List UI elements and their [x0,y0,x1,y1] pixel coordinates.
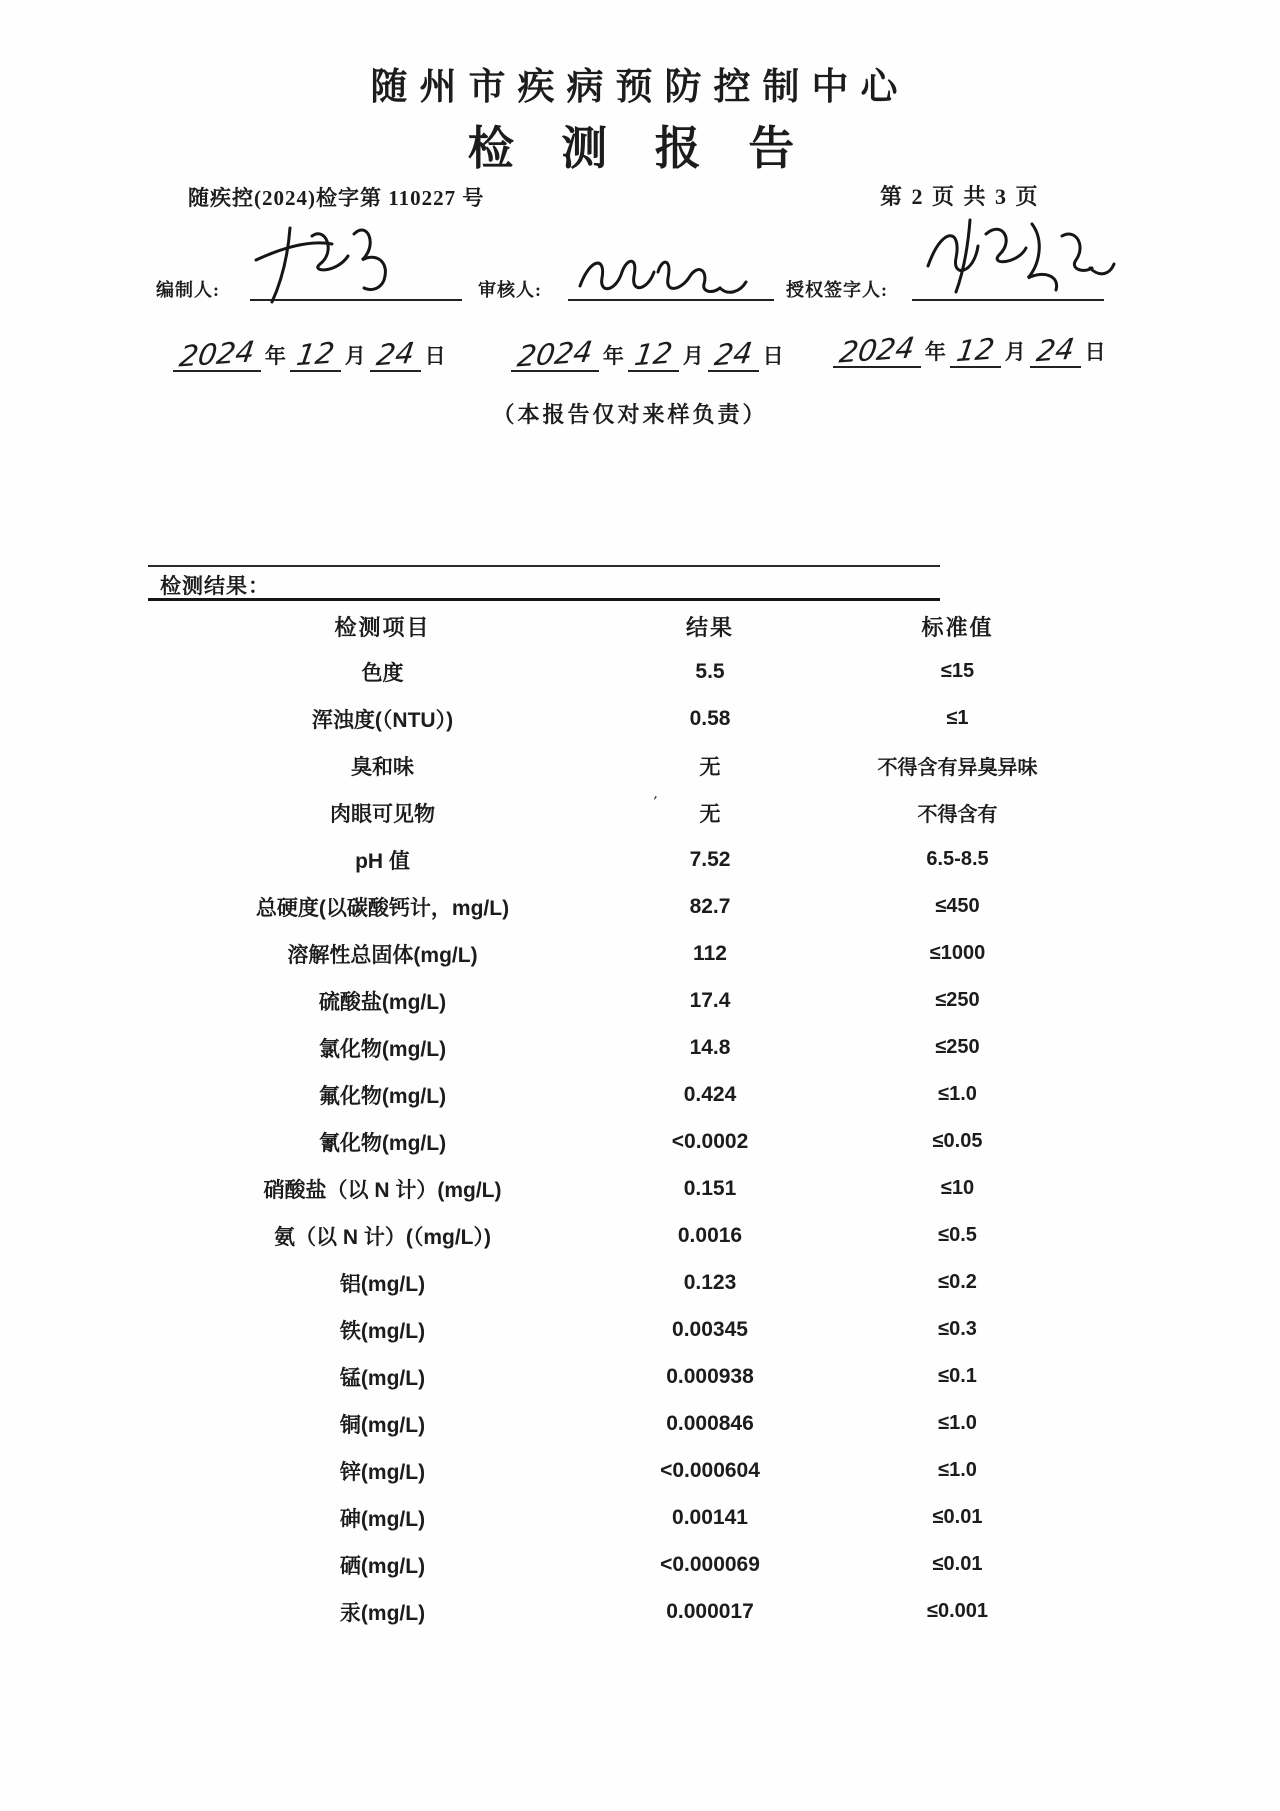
table-row [155,1306,1105,1353]
result-value: 112 [693,941,727,965]
preparer-signature-icon [248,208,418,304]
result-value: 5.5 [695,659,725,683]
result-value: 0.00141 [672,1505,748,1529]
reviewer-date: 2024 年 12 月 24 日 [510,340,787,372]
result-value: 0.000846 [666,1411,754,1435]
report-title: 检 测 报 告 [467,123,813,174]
authorizer-date-day: 24 [1030,336,1081,368]
result-item: 硝酸盐（以 N 计）(mg/L) [263,1178,502,1202]
table-row [155,1400,1105,1447]
result-item: 肉眼可见物 [330,802,435,826]
table-row [155,836,1105,883]
result-standard: ≤1.0 [938,1412,977,1434]
result-standard: ≤10 [940,1177,975,1199]
table-row [155,1259,1105,1306]
preparer-date: 2024 年 12 月 24 日 [172,340,449,372]
table-row [155,1165,1105,1212]
table-row [155,1071,1105,1118]
reviewer-date-year: 2024 [511,340,599,372]
divider-bottom [148,598,940,601]
results-table [155,604,1105,1635]
table-row [155,648,1105,695]
result-value: 0.0016 [677,1223,743,1247]
result-value: 7.52 [689,847,731,871]
reviewer-label: 审核人: [478,280,542,300]
preparer-label: 编制人: [156,280,220,300]
result-item: 锌(mg/L) [339,1460,426,1484]
column-header-item: 检测项目 [334,614,431,640]
table-row [155,1353,1105,1400]
table-row [155,1541,1105,1588]
document-number: 随疾控(2024)检字第 110227 号 [188,186,485,210]
result-standard: 不得含有异臭异味 [877,757,1038,779]
result-standard: ≤15 [940,660,975,682]
result-value: <0.000604 [660,1458,760,1482]
table-row [155,883,1105,930]
result-standard: ≤450 [935,895,980,917]
sample-responsibility-note: （本报告仅对来样负责） [492,402,768,427]
table-row [155,1024,1105,1071]
table-row [155,1212,1105,1259]
result-value: 82.7 [689,894,731,918]
table-row [155,977,1105,1024]
result-item: 臭和味 [351,755,414,779]
organization-title: 随州市疾病预防控制中心 [370,67,910,108]
table-header-row [155,604,1105,648]
preparer-date-year: 2024 [173,340,261,372]
result-standard: ≤1.0 [938,1083,977,1105]
result-value: 0.151 [683,1176,737,1200]
result-item: 氯化物(mg/L) [318,1037,447,1061]
result-item: 浑浊度(（NTU）) [311,708,454,732]
result-standard: ≤0.001 [926,1600,989,1622]
result-item: 硫酸盐(mg/L) [318,990,447,1014]
result-value: <0.0002 [671,1129,749,1153]
authorizer-date: 2024 年 12 月 24 日 [832,336,1109,368]
result-standard: ≤0.2 [938,1271,977,1293]
result-standard: 不得含有 [917,804,998,826]
result-item: 铁(mg/L) [339,1319,426,1343]
result-standard: ≤1000 [929,942,986,964]
result-item: pH 值 [355,849,410,873]
result-standard: ≤0.01 [932,1506,983,1528]
column-header-result: 结果 [685,614,734,640]
result-item: 铜(mg/L) [339,1413,426,1437]
table-row [155,1447,1105,1494]
table-row [155,742,1105,789]
result-standard: ≤0.1 [938,1365,977,1387]
result-standard: ≤0.01 [932,1553,983,1575]
results-section-label: 检测结果： [160,575,270,598]
result-item: 总硬度(以碳酸钙计，mg/L) [255,896,510,920]
page-indicator: 第 2 页 共 3 页 [880,184,1040,209]
result-standard: 6.5-8.5 [926,848,989,870]
result-item: 锰(mg/L) [339,1366,426,1390]
authorizer-label: 授权签字人: [786,280,888,300]
result-value: 0.000938 [666,1364,754,1388]
result-value: 0.123 [683,1270,737,1294]
result-standard: ≤250 [935,1036,980,1058]
result-standard: ≤1.0 [938,1459,977,1481]
result-value: 无 [699,755,721,779]
result-value: 14.8 [689,1035,731,1059]
result-item: 汞(mg/L) [339,1601,426,1625]
scan-speck: ’ [650,792,659,812]
column-header-standard: 标准值 [921,614,994,640]
result-item: 砷(mg/L) [339,1507,426,1531]
result-item: 氟化物(mg/L) [318,1084,447,1108]
authorizer-date-year: 2024 [833,336,921,368]
result-value: 0.58 [689,706,731,730]
result-item: 氰化物(mg/L) [318,1131,447,1155]
result-standard: ≤0.5 [938,1224,977,1246]
reviewer-signature-icon [570,232,760,302]
reviewer-date-day: 24 [708,340,759,372]
authorizer-signature-icon [920,204,1120,302]
result-standard: ≤1 [946,707,969,729]
result-standard: ≤0.3 [938,1318,977,1340]
table-row [155,695,1105,742]
table-row [155,1494,1105,1541]
result-standard: ≤0.05 [932,1130,983,1152]
reviewer-date-month: 12 [628,340,679,372]
table-row [155,1588,1105,1635]
result-item: 色度 [361,661,404,685]
result-value: 0.00345 [672,1317,748,1341]
result-item: 溶解性总固体(mg/L) [287,943,478,967]
result-value: 0.000017 [666,1599,754,1623]
preparer-date-day: 24 [370,340,421,372]
result-item: 硒(mg/L) [339,1554,426,1578]
preparer-date-month: 12 [290,340,341,372]
result-value: 0.424 [683,1082,737,1106]
result-value: <0.000069 [660,1552,760,1576]
table-row [155,930,1105,977]
table-row [155,789,1105,836]
result-item: 铝(mg/L) [339,1272,426,1296]
table-row [155,1118,1105,1165]
result-standard: ≤250 [935,989,980,1011]
result-value: 无 [699,802,721,826]
authorizer-date-month: 12 [950,336,1001,368]
divider-top [148,565,940,567]
result-item: 氨（以 N 计）(（mg/L）) [274,1225,491,1249]
result-value: 17.4 [689,988,731,1012]
